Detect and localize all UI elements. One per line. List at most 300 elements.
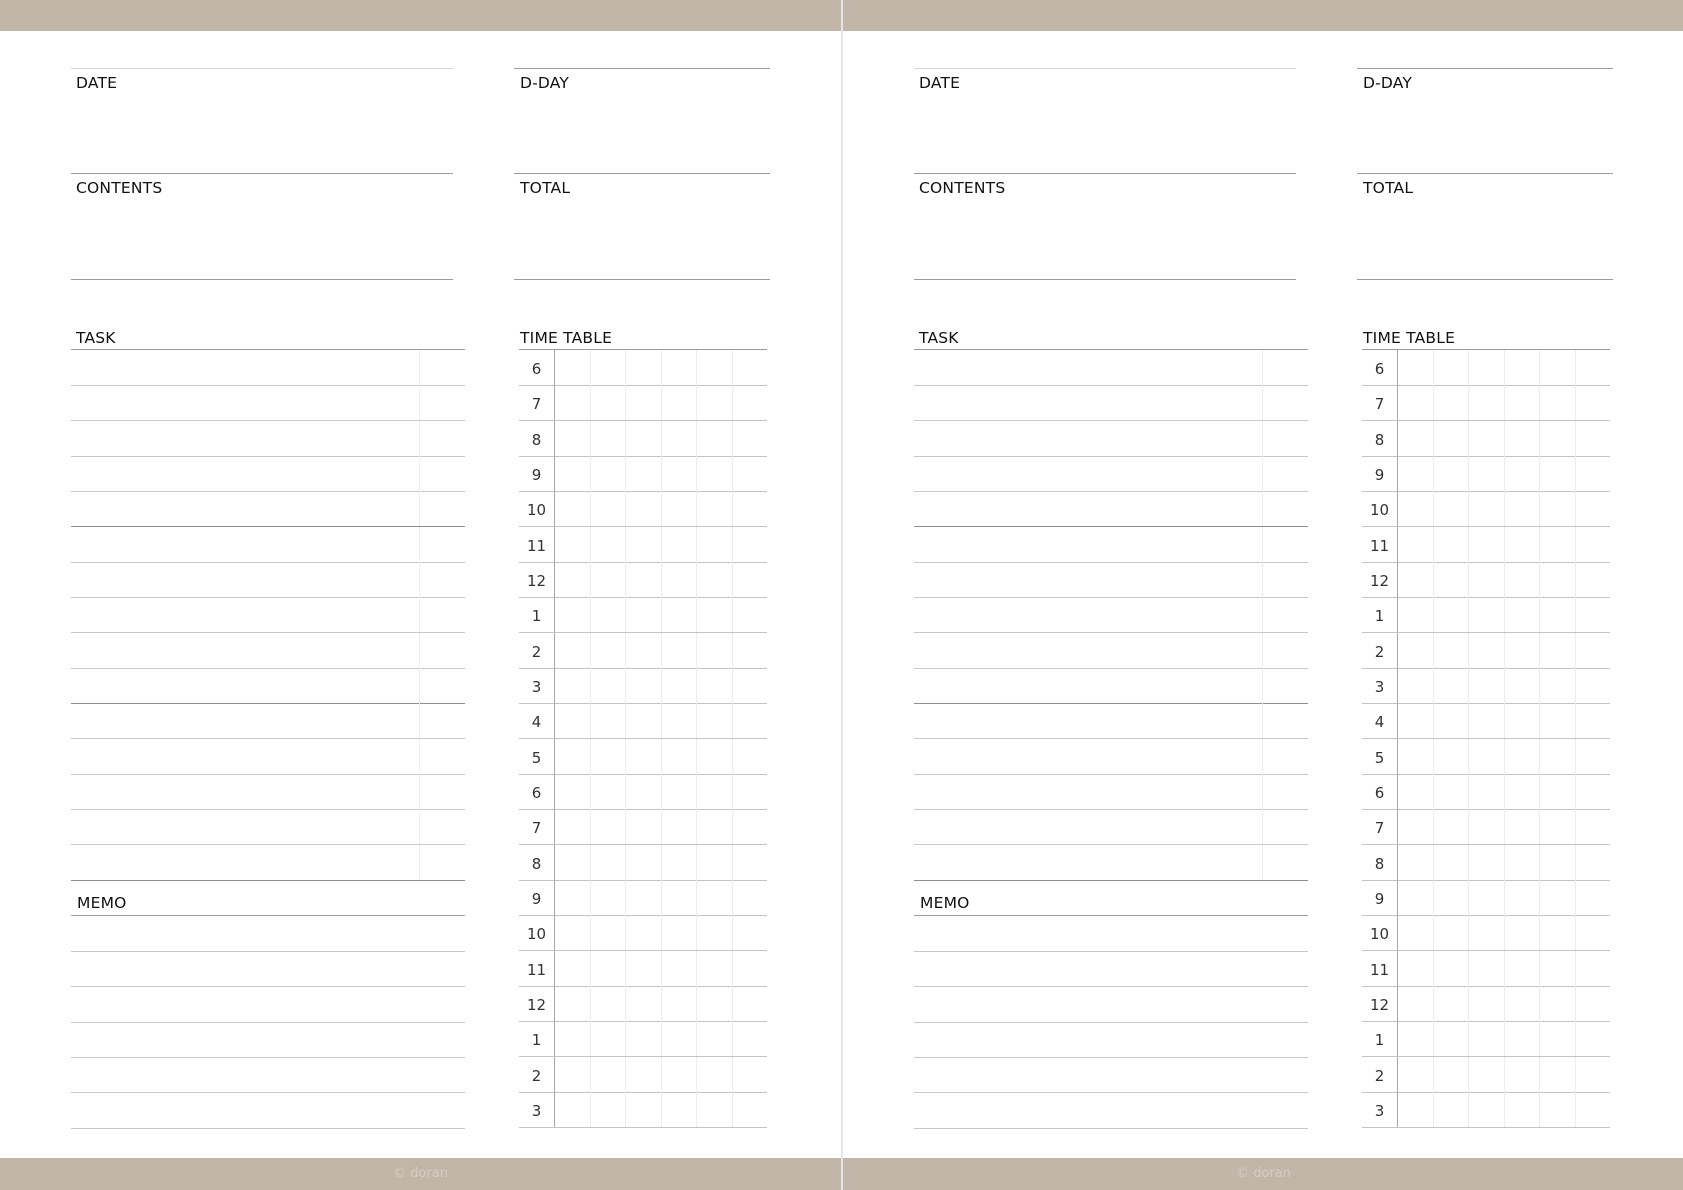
ten-minute-gridline bbox=[1575, 774, 1576, 809]
ten-minute-gridline bbox=[1433, 456, 1434, 491]
ten-minute-gridline bbox=[1433, 703, 1434, 738]
ten-minute-gridline bbox=[1539, 774, 1540, 809]
ten-minute-gridline bbox=[1575, 491, 1576, 526]
task-row[interactable] bbox=[914, 350, 1308, 386]
ten-minute-gridline bbox=[590, 385, 591, 420]
ten-minute-gridline bbox=[1504, 845, 1505, 880]
hour-label: 8 bbox=[531, 430, 542, 449]
timetable-row[interactable] bbox=[519, 1057, 767, 1093]
task-row[interactable] bbox=[71, 350, 465, 386]
hour-label: 2 bbox=[531, 642, 542, 661]
task-row[interactable] bbox=[914, 456, 1308, 492]
ten-minute-gridline bbox=[1575, 562, 1576, 597]
ten-minute-gridline bbox=[661, 951, 662, 986]
timetable-row[interactable] bbox=[519, 1021, 767, 1057]
ten-minute-gridline bbox=[1539, 491, 1540, 526]
ten-minute-gridline bbox=[1539, 1092, 1540, 1127]
hour-label: 3 bbox=[1374, 677, 1385, 696]
hour-label: 9 bbox=[1374, 889, 1385, 908]
ten-minute-gridline bbox=[625, 421, 626, 456]
timetable-row[interactable] bbox=[1362, 951, 1610, 987]
hour-separator bbox=[554, 880, 555, 915]
ten-minute-gridline bbox=[1539, 350, 1540, 385]
ten-minute-gridline bbox=[732, 668, 733, 703]
ten-minute-gridline bbox=[1504, 739, 1505, 774]
task-check-divider bbox=[1262, 491, 1263, 526]
footer-copyright-text: © doran bbox=[1236, 1166, 1291, 1181]
task-check-divider bbox=[419, 491, 420, 526]
task-row[interactable] bbox=[71, 562, 465, 598]
hour-label: 1 bbox=[1374, 1031, 1385, 1050]
ten-minute-gridline bbox=[1575, 986, 1576, 1021]
task-check-divider bbox=[1262, 527, 1263, 562]
timetable-row[interactable] bbox=[519, 1092, 767, 1128]
ten-minute-gridline bbox=[1468, 1092, 1469, 1127]
ten-minute-gridline bbox=[661, 385, 662, 420]
hour-label: 4 bbox=[531, 713, 542, 732]
ten-minute-gridline bbox=[732, 597, 733, 632]
ten-minute-gridline bbox=[696, 809, 697, 844]
ten-minute-gridline bbox=[696, 880, 697, 915]
date-label: DATE bbox=[919, 74, 961, 92]
task-row[interactable] bbox=[71, 774, 465, 810]
task-row[interactable] bbox=[71, 527, 465, 563]
footer-copyright-text: © doran bbox=[393, 1166, 448, 1181]
ten-minute-gridline bbox=[1468, 703, 1469, 738]
ten-minute-gridline bbox=[1539, 527, 1540, 562]
timetable-row[interactable] bbox=[519, 774, 767, 810]
hour-label: 7 bbox=[531, 395, 542, 414]
task-row[interactable] bbox=[914, 668, 1308, 704]
timetable-row[interactable] bbox=[519, 597, 767, 633]
ten-minute-gridline bbox=[625, 491, 626, 526]
task-check-divider bbox=[1262, 597, 1263, 632]
hour-separator bbox=[554, 385, 555, 420]
ten-minute-gridline bbox=[1575, 668, 1576, 703]
ten-minute-gridline bbox=[1539, 1021, 1540, 1056]
timetable-row[interactable] bbox=[519, 703, 767, 739]
ten-minute-gridline bbox=[732, 562, 733, 597]
ten-minute-gridline bbox=[1504, 456, 1505, 491]
timetable-row[interactable] bbox=[1362, 385, 1610, 421]
hour-label: 2 bbox=[1374, 1066, 1385, 1085]
hour-label: 9 bbox=[1374, 465, 1385, 484]
hour-label: 9 bbox=[531, 465, 542, 484]
hour-label: 7 bbox=[531, 819, 542, 838]
hour-separator bbox=[554, 668, 555, 703]
ten-minute-gridline bbox=[625, 703, 626, 738]
ten-minute-gridline bbox=[1433, 845, 1434, 880]
ten-minute-gridline bbox=[661, 703, 662, 738]
timetable-row[interactable] bbox=[519, 986, 767, 1022]
ten-minute-gridline bbox=[1504, 527, 1505, 562]
timetable-row[interactable] bbox=[519, 880, 767, 916]
ten-minute-gridline bbox=[732, 986, 733, 1021]
task-check-divider bbox=[419, 350, 420, 385]
task-row[interactable] bbox=[71, 421, 465, 457]
hour-label: 12 bbox=[1369, 995, 1390, 1014]
ten-minute-gridline bbox=[696, 350, 697, 385]
hour-separator bbox=[1397, 633, 1398, 668]
date-top-rule bbox=[914, 68, 1296, 69]
memo-row[interactable] bbox=[914, 1022, 1308, 1058]
hour-separator bbox=[1397, 597, 1398, 632]
task-row[interactable] bbox=[71, 491, 465, 527]
memo-row[interactable] bbox=[71, 1057, 465, 1093]
timetable-label: TIME TABLE bbox=[1363, 329, 1456, 347]
task-label: TASK bbox=[919, 329, 959, 347]
ten-minute-gridline bbox=[1433, 385, 1434, 420]
ten-minute-gridline bbox=[1433, 527, 1434, 562]
task-row[interactable] bbox=[71, 633, 465, 669]
ten-minute-gridline bbox=[661, 668, 662, 703]
footer-copyright bbox=[0, 1166, 841, 1182]
hour-separator bbox=[1397, 845, 1398, 880]
contents-top-rule bbox=[914, 173, 1296, 174]
task-row[interactable] bbox=[71, 668, 465, 704]
task-check-divider bbox=[419, 809, 420, 844]
hour-separator bbox=[1397, 491, 1398, 526]
task-check-divider bbox=[419, 597, 420, 632]
ten-minute-gridline bbox=[661, 774, 662, 809]
task-check-divider bbox=[1262, 739, 1263, 774]
hour-separator bbox=[554, 597, 555, 632]
task-label: TASK bbox=[76, 329, 116, 347]
ten-minute-gridline bbox=[590, 951, 591, 986]
hour-separator bbox=[554, 1021, 555, 1056]
ten-minute-gridline bbox=[732, 1092, 733, 1127]
timetable-row[interactable] bbox=[1362, 845, 1610, 881]
ten-minute-gridline bbox=[590, 350, 591, 385]
ten-minute-gridline bbox=[1433, 951, 1434, 986]
hour-label: 3 bbox=[531, 677, 542, 696]
ten-minute-gridline bbox=[590, 1057, 591, 1092]
ten-minute-gridline bbox=[625, 597, 626, 632]
task-row[interactable] bbox=[71, 597, 465, 633]
task-check-divider bbox=[1262, 633, 1263, 668]
task-check-divider bbox=[419, 633, 420, 668]
timetable-row[interactable] bbox=[519, 421, 767, 457]
hour-separator bbox=[554, 703, 555, 738]
ten-minute-gridline bbox=[1539, 1057, 1540, 1092]
memo-row[interactable] bbox=[914, 987, 1308, 1023]
ten-minute-gridline bbox=[1468, 527, 1469, 562]
ten-minute-gridline bbox=[1539, 703, 1540, 738]
ten-minute-gridline bbox=[1575, 527, 1576, 562]
ten-minute-gridline bbox=[1539, 668, 1540, 703]
ten-minute-gridline bbox=[1575, 456, 1576, 491]
ten-minute-gridline bbox=[590, 986, 591, 1021]
timetable-row[interactable] bbox=[519, 739, 767, 775]
ten-minute-gridline bbox=[625, 986, 626, 1021]
ten-minute-gridline bbox=[696, 986, 697, 1021]
ten-minute-gridline bbox=[625, 1057, 626, 1092]
timetable-row[interactable] bbox=[1362, 491, 1610, 527]
timetable-row[interactable] bbox=[1362, 915, 1610, 951]
memo-row[interactable] bbox=[914, 916, 1308, 952]
ten-minute-gridline bbox=[1504, 1092, 1505, 1127]
task-row[interactable] bbox=[914, 421, 1308, 457]
planner-page-left bbox=[0, 0, 841, 1190]
ten-minute-gridline bbox=[1575, 597, 1576, 632]
task-row[interactable] bbox=[914, 633, 1308, 669]
timetable-row[interactable] bbox=[519, 668, 767, 704]
memo-label: MEMO bbox=[77, 894, 127, 912]
task-row[interactable] bbox=[914, 774, 1308, 810]
ten-minute-gridline bbox=[590, 562, 591, 597]
ten-minute-gridline bbox=[732, 421, 733, 456]
hour-separator bbox=[554, 562, 555, 597]
ten-minute-gridline bbox=[1504, 986, 1505, 1021]
ten-minute-gridline bbox=[590, 456, 591, 491]
hour-separator bbox=[1397, 774, 1398, 809]
ten-minute-gridline bbox=[661, 597, 662, 632]
timetable-row[interactable] bbox=[1362, 880, 1610, 916]
ten-minute-gridline bbox=[1539, 809, 1540, 844]
ten-minute-gridline bbox=[732, 915, 733, 950]
ten-minute-gridline bbox=[625, 774, 626, 809]
timetable-row[interactable] bbox=[1362, 350, 1610, 386]
hour-label: 1 bbox=[531, 607, 542, 626]
timetable-row[interactable] bbox=[1362, 703, 1610, 739]
ten-minute-gridline bbox=[1468, 350, 1469, 385]
contents-bottom-rule bbox=[914, 279, 1296, 280]
ten-minute-gridline bbox=[1539, 951, 1540, 986]
hour-label: 10 bbox=[1369, 501, 1390, 520]
timetable-row[interactable] bbox=[519, 385, 767, 421]
ten-minute-gridline bbox=[732, 1021, 733, 1056]
timetable-row[interactable] bbox=[519, 456, 767, 492]
timetable-label: TIME TABLE bbox=[520, 329, 613, 347]
ten-minute-gridline bbox=[732, 350, 733, 385]
timetable-row[interactable] bbox=[1362, 1057, 1610, 1093]
memo-row[interactable] bbox=[914, 951, 1308, 987]
ten-minute-gridline bbox=[732, 880, 733, 915]
timetable-row[interactable] bbox=[1362, 1021, 1610, 1057]
hour-separator bbox=[1397, 1092, 1398, 1127]
ten-minute-gridline bbox=[1468, 986, 1469, 1021]
ten-minute-gridline bbox=[1468, 597, 1469, 632]
task-row[interactable] bbox=[71, 739, 465, 775]
contents-label: CONTENTS bbox=[919, 179, 1006, 197]
task-row[interactable] bbox=[71, 809, 465, 845]
ten-minute-gridline bbox=[625, 915, 626, 950]
task-row[interactable] bbox=[71, 845, 465, 881]
hour-label: 8 bbox=[1374, 854, 1385, 873]
task-row[interactable] bbox=[914, 491, 1308, 527]
task-row[interactable] bbox=[914, 562, 1308, 598]
ten-minute-gridline bbox=[696, 385, 697, 420]
hour-label: 5 bbox=[531, 748, 542, 767]
contents-top-rule bbox=[71, 173, 453, 174]
hour-label: 3 bbox=[1374, 1101, 1385, 1120]
ten-minute-gridline bbox=[696, 774, 697, 809]
ten-minute-gridline bbox=[1468, 456, 1469, 491]
ten-minute-gridline bbox=[661, 1092, 662, 1127]
timetable-row[interactable] bbox=[519, 845, 767, 881]
ten-minute-gridline bbox=[625, 809, 626, 844]
ten-minute-gridline bbox=[661, 739, 662, 774]
hour-label: 1 bbox=[531, 1031, 542, 1050]
hour-separator bbox=[1397, 703, 1398, 738]
memo-row[interactable] bbox=[914, 1093, 1308, 1129]
timetable-row[interactable] bbox=[1362, 1092, 1610, 1128]
ten-minute-gridline bbox=[590, 1092, 591, 1127]
ten-minute-gridline bbox=[696, 597, 697, 632]
hour-separator bbox=[554, 915, 555, 950]
ten-minute-gridline bbox=[590, 527, 591, 562]
ten-minute-gridline bbox=[590, 880, 591, 915]
hour-separator bbox=[554, 986, 555, 1021]
ten-minute-gridline bbox=[696, 1021, 697, 1056]
ten-minute-gridline bbox=[732, 809, 733, 844]
timetable-row[interactable] bbox=[1362, 633, 1610, 669]
task-row[interactable] bbox=[914, 703, 1308, 739]
timetable-row[interactable] bbox=[1362, 456, 1610, 492]
ten-minute-gridline bbox=[732, 491, 733, 526]
task-row[interactable] bbox=[914, 527, 1308, 563]
ten-minute-gridline bbox=[1504, 774, 1505, 809]
ten-minute-gridline bbox=[1504, 1057, 1505, 1092]
memo-row[interactable] bbox=[71, 916, 465, 952]
ten-minute-gridline bbox=[1468, 951, 1469, 986]
ten-minute-gridline bbox=[625, 1092, 626, 1127]
timetable-row[interactable] bbox=[1362, 774, 1610, 810]
ten-minute-gridline bbox=[1575, 350, 1576, 385]
hour-separator bbox=[1397, 421, 1398, 456]
hour-separator bbox=[1397, 562, 1398, 597]
timetable-row[interactable] bbox=[519, 809, 767, 845]
timetable-row[interactable] bbox=[1362, 597, 1610, 633]
ten-minute-gridline bbox=[1468, 562, 1469, 597]
ten-minute-gridline bbox=[1468, 809, 1469, 844]
hour-label: 10 bbox=[526, 501, 547, 520]
hour-separator bbox=[1397, 1057, 1398, 1092]
ten-minute-gridline bbox=[1539, 385, 1540, 420]
task-check-divider bbox=[1262, 350, 1263, 385]
timetable-row[interactable] bbox=[519, 350, 767, 386]
ten-minute-gridline bbox=[1575, 633, 1576, 668]
ten-minute-gridline bbox=[1433, 562, 1434, 597]
task-check-divider bbox=[419, 562, 420, 597]
hour-label: 9 bbox=[531, 889, 542, 908]
task-check-divider bbox=[1262, 845, 1263, 880]
ten-minute-gridline bbox=[732, 739, 733, 774]
task-check-divider bbox=[1262, 668, 1263, 703]
ten-minute-gridline bbox=[1504, 703, 1505, 738]
ten-minute-gridline bbox=[696, 421, 697, 456]
hour-separator bbox=[554, 350, 555, 385]
date-top-rule bbox=[71, 68, 453, 69]
hour-separator bbox=[1397, 527, 1398, 562]
timetable-row[interactable] bbox=[1362, 421, 1610, 457]
hour-label: 12 bbox=[526, 995, 547, 1014]
ten-minute-gridline bbox=[625, 1021, 626, 1056]
hour-separator bbox=[1397, 915, 1398, 950]
ten-minute-gridline bbox=[1504, 350, 1505, 385]
ten-minute-gridline bbox=[1539, 456, 1540, 491]
timetable-row[interactable] bbox=[1362, 809, 1610, 845]
hour-label: 11 bbox=[526, 960, 547, 979]
ten-minute-gridline bbox=[1468, 880, 1469, 915]
hour-separator bbox=[1397, 986, 1398, 1021]
timetable-row[interactable] bbox=[519, 491, 767, 527]
timetable-row[interactable] bbox=[519, 915, 767, 951]
total-bottom-rule bbox=[514, 279, 770, 280]
hour-label: 4 bbox=[1374, 713, 1385, 732]
ten-minute-gridline bbox=[732, 527, 733, 562]
memo-row[interactable] bbox=[71, 951, 465, 987]
hour-label: 2 bbox=[1374, 642, 1385, 661]
memo-row[interactable] bbox=[914, 1057, 1308, 1093]
ten-minute-gridline bbox=[1539, 880, 1540, 915]
timetable-row[interactable] bbox=[1362, 562, 1610, 598]
memo-row[interactable] bbox=[71, 1022, 465, 1058]
ten-minute-gridline bbox=[696, 633, 697, 668]
ten-minute-gridline bbox=[696, 951, 697, 986]
task-check-divider bbox=[419, 668, 420, 703]
task-row[interactable] bbox=[71, 703, 465, 739]
footer-copyright bbox=[843, 1166, 1683, 1182]
timetable-row[interactable] bbox=[519, 562, 767, 598]
memo-row[interactable] bbox=[71, 987, 465, 1023]
hour-separator bbox=[1397, 880, 1398, 915]
timetable-row[interactable] bbox=[519, 633, 767, 669]
task-row[interactable] bbox=[914, 845, 1308, 881]
task-check-divider bbox=[419, 456, 420, 491]
ten-minute-gridline bbox=[1433, 350, 1434, 385]
timetable-row[interactable] bbox=[519, 951, 767, 987]
ten-minute-gridline bbox=[661, 809, 662, 844]
ten-minute-gridline bbox=[1539, 421, 1540, 456]
timetable-row[interactable] bbox=[1362, 668, 1610, 704]
task-row[interactable] bbox=[914, 809, 1308, 845]
ten-minute-gridline bbox=[696, 915, 697, 950]
hour-label: 8 bbox=[1374, 430, 1385, 449]
timetable-row[interactable] bbox=[1362, 986, 1610, 1022]
ten-minute-gridline bbox=[732, 703, 733, 738]
timetable-row[interactable] bbox=[1362, 739, 1610, 775]
ten-minute-gridline bbox=[1539, 986, 1540, 1021]
ten-minute-gridline bbox=[1575, 1057, 1576, 1092]
ten-minute-gridline bbox=[732, 951, 733, 986]
hour-separator bbox=[1397, 809, 1398, 844]
ten-minute-gridline bbox=[625, 385, 626, 420]
timetable-row[interactable] bbox=[1362, 527, 1610, 563]
top-band bbox=[0, 0, 841, 31]
task-row[interactable] bbox=[71, 456, 465, 492]
ten-minute-gridline bbox=[696, 491, 697, 526]
hour-separator bbox=[1397, 739, 1398, 774]
ten-minute-gridline bbox=[625, 668, 626, 703]
ten-minute-gridline bbox=[1468, 739, 1469, 774]
dday-top-rule bbox=[1357, 68, 1613, 69]
total-label: TOTAL bbox=[520, 179, 571, 197]
timetable-row[interactable] bbox=[519, 527, 767, 563]
task-row[interactable] bbox=[914, 739, 1308, 775]
hour-separator bbox=[554, 456, 555, 491]
hour-separator bbox=[554, 774, 555, 809]
ten-minute-gridline bbox=[590, 421, 591, 456]
total-top-rule bbox=[514, 173, 770, 174]
memo-row[interactable] bbox=[71, 1093, 465, 1129]
task-row[interactable] bbox=[71, 385, 465, 421]
ten-minute-gridline bbox=[661, 845, 662, 880]
ten-minute-gridline bbox=[590, 774, 591, 809]
ten-minute-gridline bbox=[590, 668, 591, 703]
task-row[interactable] bbox=[914, 597, 1308, 633]
task-row[interactable] bbox=[914, 385, 1308, 421]
